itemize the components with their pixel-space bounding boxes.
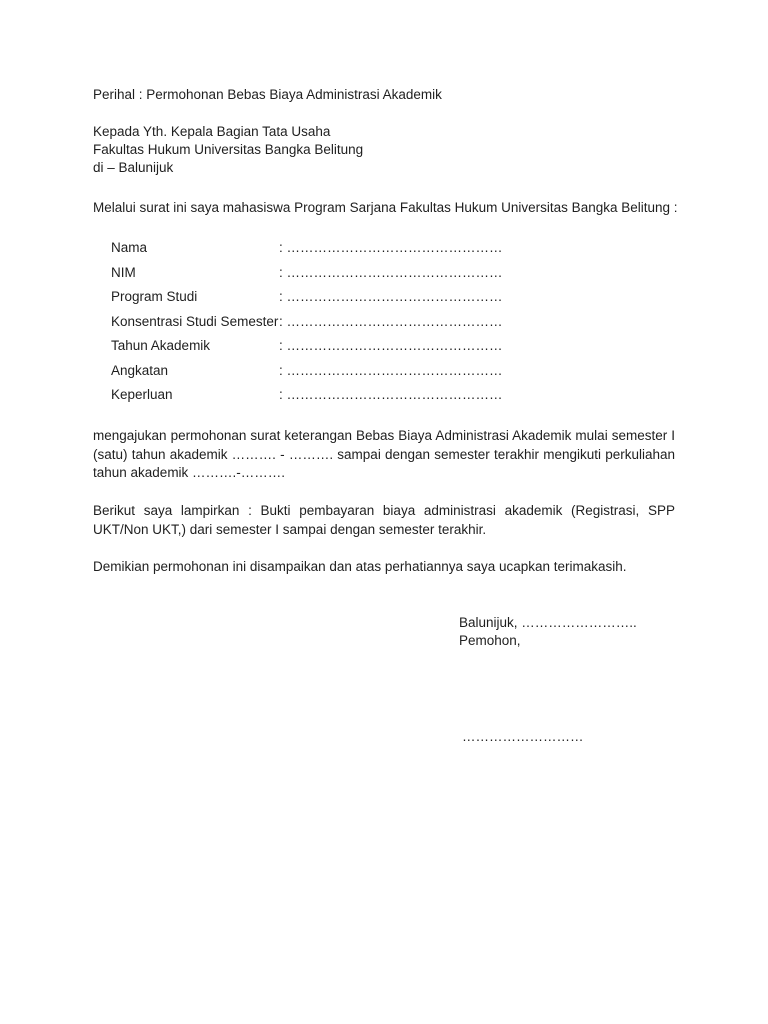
field-value: : ………………………………………… bbox=[279, 264, 503, 280]
letter-recipient bbox=[93, 123, 675, 177]
field-label: Konsentrasi Studi Semester bbox=[111, 313, 279, 329]
field-label: Program Studi bbox=[111, 289, 198, 305]
field-row-konsentrasi bbox=[111, 310, 531, 335]
field-row-angkatan bbox=[111, 359, 531, 384]
letter-intro bbox=[93, 199, 678, 217]
field-row-program-studi bbox=[111, 285, 531, 310]
field-label: Tahun Akademik bbox=[111, 338, 211, 354]
field-value: : ………………………………………… bbox=[279, 338, 503, 354]
field-value: : ………………………………………… bbox=[279, 289, 503, 305]
field-row-nim bbox=[111, 261, 531, 286]
signature-line: ……………………… bbox=[462, 729, 584, 744]
field-label: Angkatan bbox=[111, 362, 169, 378]
field-label: Nama bbox=[111, 240, 148, 256]
recipient-line-2: Fakultas Hukum Universitas Bangka Belitung bbox=[93, 142, 364, 157]
field-value: : ………………………………………… bbox=[279, 313, 503, 329]
recipient-line-3: di – Balunijuk bbox=[93, 160, 174, 175]
field-value: : ………………………………………… bbox=[279, 362, 503, 378]
intro-line: Melalui surat ini saya mahasiswa Program Sarjana Fakultas Hukum Universitas Bangka Belitung : bbox=[93, 200, 678, 215]
applicant-label: Pemohon, bbox=[459, 633, 521, 648]
field-row-keperluan bbox=[111, 383, 531, 408]
field-label: NIM bbox=[111, 264, 136, 280]
closing-paragraph bbox=[93, 558, 675, 576]
field-value: : ………………………………………… bbox=[279, 240, 503, 256]
signature-block bbox=[459, 614, 709, 650]
attachment-paragraph: Berikut saya lampirkan : Bukti pembayaran biaya administrasi akademik (Registrasi, SPP UKT/Non UKT,) dari semester I sampai dengan semester terakhir. bbox=[93, 503, 675, 537]
subject-line: Perihal : Permohonan Bebas Biaya Administrasi Akademik bbox=[93, 87, 442, 102]
place-date: Balunijuk, …………………….. bbox=[459, 615, 637, 630]
field-label: Keperluan bbox=[111, 387, 173, 403]
request-paragraph: mengajukan permohonan surat keterangan Bebas Biaya Administrasi Akademik mulai semester I (satu) tahun akademik ………. - ………. sampai dengan semester terakhir mengikuti perkuliahan tahun akademik ……….-………. bbox=[93, 428, 675, 480]
recipient-line-1: Kepada Yth. Kepala Bagian Tata Usaha bbox=[93, 124, 331, 139]
field-row-nama bbox=[111, 236, 531, 261]
field-value: : ………………………………………… bbox=[279, 387, 503, 403]
closing-line: Demikian permohonan ini disampaikan dan atas perhatiannya saya ucapkan terimakasih. bbox=[93, 559, 627, 574]
applicant-fields bbox=[111, 236, 531, 408]
field-row-tahun-akademik bbox=[111, 334, 531, 359]
letter-subject bbox=[93, 86, 675, 104]
